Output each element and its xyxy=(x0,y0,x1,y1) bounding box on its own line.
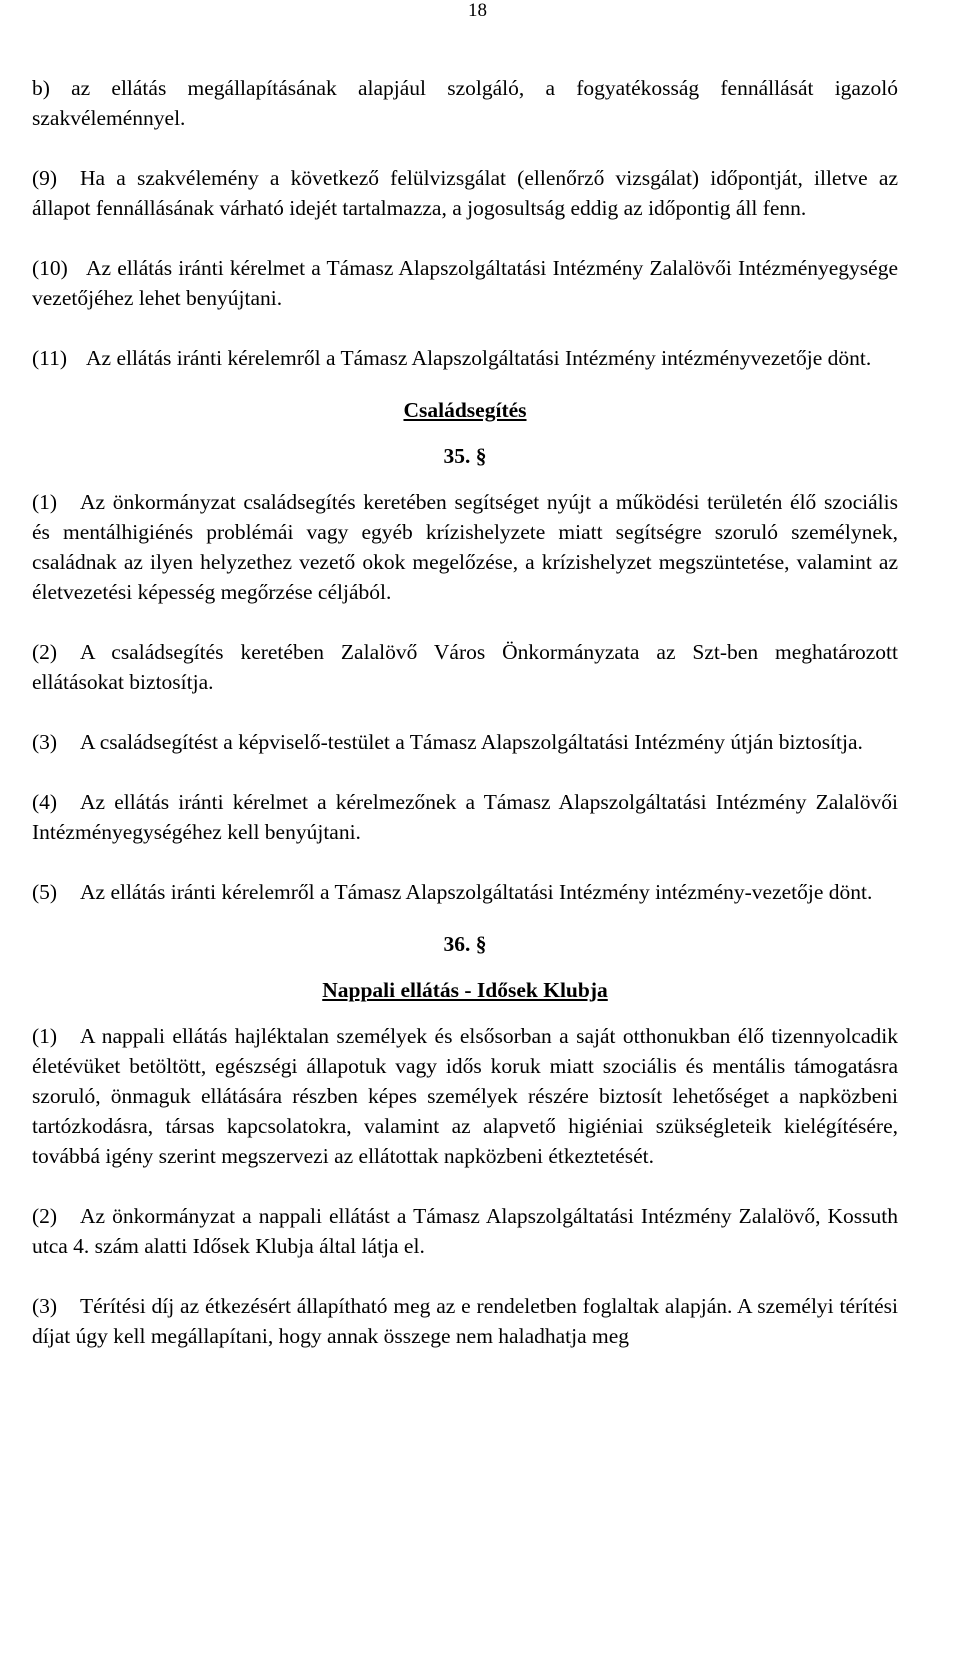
paragraph-number: (1) xyxy=(32,1024,58,1048)
paragraph-number: (1) xyxy=(32,490,58,514)
paragraph-number: (2) xyxy=(32,1204,58,1228)
paragraph-36-1 xyxy=(32,1021,898,1171)
paragraph-35-1 xyxy=(32,487,898,607)
paragraph-text: A családsegítés keretében Zalalövő Város Önkormányzata az Szt-ben meghatározott ellátásokat biztosítja. xyxy=(32,640,898,694)
paragraph-number: (3) xyxy=(32,1294,58,1318)
paragraph-text: Térítési díj az étkezésért állapítható meg az e rendeletben foglaltak alapján. A személyi térítési díjat úgy kell megállapítani, hogy annak összege nem haladhatja meg xyxy=(32,1294,898,1348)
paragraph-35-3 xyxy=(32,727,898,757)
paragraph-text: Az önkormányzat a nappali ellátást a Támasz Alapszolgáltatási Intézmény Zalalövő, Kossuth utca 4. szám alatti Idősek Klubja által látja el. xyxy=(32,1204,898,1258)
paragraph-text: Az ellátás iránti kérelemről a Támasz Alapszolgáltatási Intézmény intézményvezetője dönt. xyxy=(86,346,872,370)
paragraph-9 xyxy=(32,163,898,223)
paragraph-number: (10) xyxy=(32,256,68,280)
paragraph-text: A nappali ellátás hajléktalan személyek és elsősorban a saját otthonukban élő tizennyolcadik életévüket betöltött, egészségi állapotuk vagy idős koruk miatt szociális és mentális támogatásra szoruló, önmaguk ellátására részben képes személyek részére biztosít lehetőséget a napközbeni tartózkodásra, társas kapcsolatokra, valamint az alapvető higiéniai szükségleteik kielégítésére, továbbá igény szerint megszervezi az ellátottak napközbeni étkeztetését. xyxy=(32,1024,898,1168)
paragraph-36-2 xyxy=(32,1201,898,1261)
paragraph-text: b) az ellátás megállapításának alapjául szolgáló, a fogyatékosság fennállását igazoló szakvéleménnyel. xyxy=(32,76,898,130)
section-heading-csaladsegites: Családsegítés xyxy=(403,398,527,422)
paragraph-35-2 xyxy=(32,637,898,697)
paragraph-number: (4) xyxy=(32,790,58,814)
page-number: 18 xyxy=(468,0,487,21)
paragraph-text: A családsegítést a képviselő-testület a Támasz Alapszolgáltatási Intézmény útján biztosítja. xyxy=(80,730,863,754)
document-body xyxy=(32,73,898,1381)
paragraph-35-4 xyxy=(32,787,898,847)
paragraph-10 xyxy=(32,253,898,313)
section-number-36: 36. § xyxy=(443,932,487,956)
paragraph-text: Az ellátás iránti kérelemről a Támasz Alapszolgáltatási Intézmény intézmény-vezetője dönt. xyxy=(80,880,873,904)
paragraph-number: (9) xyxy=(32,166,58,190)
paragraph-number: (11) xyxy=(32,346,68,370)
paragraph-text: Az ellátás iránti kérelmet a kérelmezőnek a Támasz Alapszolgáltatási Intézmény Zalalövői Intézményegységéhez kell benyújtani. xyxy=(32,790,898,844)
paragraph-text: Az ellátás iránti kérelmet a Támasz Alapszolgáltatási Intézmény Zalalövői Intézményegysége vezetőjéhez lehet benyújtani. xyxy=(32,256,898,310)
paragraph-number: (2) xyxy=(32,640,58,664)
section-number-35: 35. § xyxy=(443,444,487,468)
section-heading-nappali-ellatas: Nappali ellátás - Idősek Klubja xyxy=(322,978,608,1002)
paragraph-text: Az önkormányzat családsegítés keretében segítséget nyújt a működési területén élő szociális és mentálhigiénés problémái vagy egyéb krízishelyzete miatt segítségre szoruló személynek, családnak az ilyen helyzethez vezető okok megelőzése, a krízishelyzet megszüntetése, valamint az életvezetési képesség megőrzése céljából. xyxy=(32,490,898,604)
paragraph-text: Ha a szakvélemény a következő felülvizsgálat (ellenőrző vizsgálat) időpontját, illetve az állapot fennállásának várható idejét tartalmazza, a jogosultság eddig az időpontig áll fenn. xyxy=(32,166,898,220)
paragraph-number: (5) xyxy=(32,880,58,904)
paragraph-b xyxy=(32,73,898,133)
paragraph-11 xyxy=(32,343,898,373)
paragraph-36-3 xyxy=(32,1291,898,1351)
paragraph-35-5 xyxy=(32,877,898,907)
paragraph-number: (3) xyxy=(32,730,58,754)
